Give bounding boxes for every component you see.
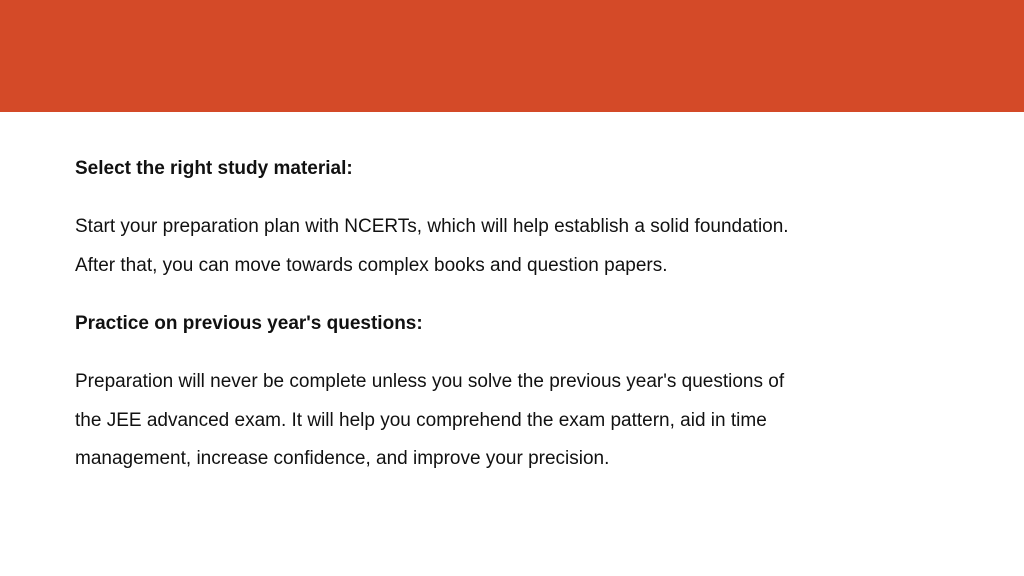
section-body: Start your preparation plan with NCERTs, which will help establish a solid foundation. After that, you can move towards complex books and question papers. bbox=[75, 216, 789, 276]
section-heading: Select the right study material: bbox=[75, 158, 353, 179]
slide-content bbox=[75, 150, 815, 499]
section-body: Preparation will never be complete unless you solve the previous year's questions of the JEE advanced exam. It will help you comprehend the exam pattern, aid in time management, increase confidence, and improve your precision. bbox=[75, 371, 785, 469]
section-previous-questions bbox=[75, 305, 815, 479]
header-band bbox=[0, 0, 1024, 112]
section-heading: Practice on previous year's questions: bbox=[75, 313, 423, 334]
section-study-material bbox=[75, 150, 815, 285]
